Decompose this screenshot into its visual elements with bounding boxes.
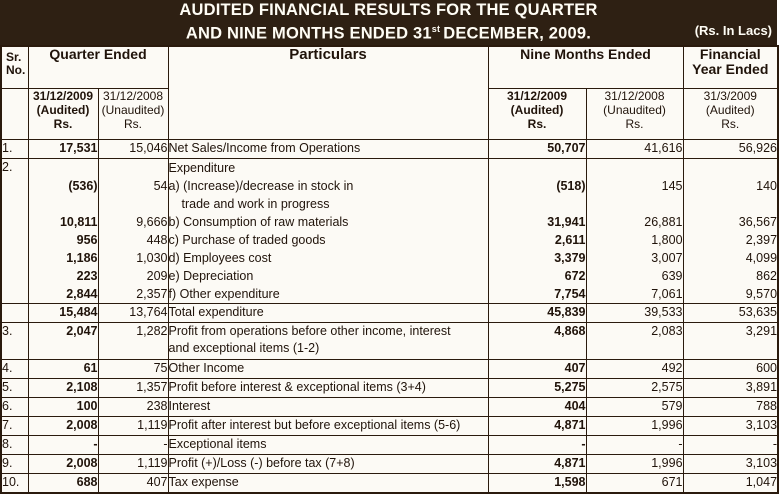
quarter-2008-value: 1,357 xyxy=(98,378,168,397)
particulars-labels: Expenditure a) (Increase)/decrease in stock in trade and work in progress b) Consumption of raw materials c) Purchase of traded goods d) Employees cost e) Depreciation f) Other expenditure xyxy=(168,158,488,303)
nine-months-2008-value: 39,533 xyxy=(586,303,683,322)
quarter-2008-value: 1,119 xyxy=(98,454,168,473)
quarter-2008-value: 407 xyxy=(98,473,168,493)
nine-months-2009-value: 404 xyxy=(488,397,586,416)
nine-months-2008-value: 1,996 xyxy=(586,416,683,435)
quarter-2009-header: 31/12/2009 (Audited) Rs. xyxy=(28,88,98,139)
nine-months-2009-values: (518) 31,941 2,611 3,379 672 7,754 xyxy=(488,158,586,303)
nine-months-2008-header: 31/12/2008 (Unaudited) Rs. xyxy=(586,88,683,139)
nine-months-2008-value: 2,575 xyxy=(586,378,683,397)
table-row-profit-before-interest xyxy=(1,378,778,397)
currency-unit-label: (Rs. In Lacs) xyxy=(694,23,772,38)
nine-months-2009-value: 50,707 xyxy=(488,139,586,158)
quarter-2008-header: 31/12/2008 (Unaudited) Rs. xyxy=(98,88,168,139)
nine-months-2009-value: 4,871 xyxy=(488,454,586,473)
financial-year-value: - xyxy=(683,435,778,454)
table-row-profit-operations xyxy=(1,322,778,359)
nine-months-2009-value: 45,839 xyxy=(488,303,586,322)
particulars-label: Profit before interest & exceptional items (3+4) xyxy=(168,378,488,397)
sr-no: 8. xyxy=(1,435,28,454)
quarter-2009-value: 15,484 xyxy=(28,303,98,322)
quarter-2009-value: 2,008 xyxy=(28,454,98,473)
quarter-2009-value: 688 xyxy=(28,473,98,493)
nine-months-2008-value: 492 xyxy=(586,359,683,378)
particulars-label: Net Sales/Income from Operations xyxy=(168,139,488,158)
sr-no: 6. xyxy=(1,397,28,416)
nine-months-2009-header: 31/12/2009 (Audited) Rs. xyxy=(488,88,586,139)
quarter-2009-value: 2,108 xyxy=(28,378,98,397)
sr-no xyxy=(1,303,28,322)
nine-months-2008-value: 2,083 xyxy=(586,322,683,359)
particulars-label: Profit from operations before other income, interest and exceptional items (1-2) xyxy=(168,322,488,359)
quarter-2009-value: 17,531 xyxy=(28,139,98,158)
nine-months-header: Nine Months Ended xyxy=(488,46,683,88)
table-row-other-income xyxy=(1,359,778,378)
sr-no: 10. xyxy=(1,473,28,493)
particulars-label: Total expenditure xyxy=(168,303,488,322)
quarter-2009-value: - xyxy=(28,435,98,454)
financial-year-header: Financial Year Ended xyxy=(683,46,778,88)
quarter-2008-value: 1,282 xyxy=(98,322,168,359)
nine-months-2009-value: - xyxy=(488,435,586,454)
sr-no: 3. xyxy=(1,322,28,359)
nine-months-2008-value: 1,996 xyxy=(586,454,683,473)
quarter-2009-value: 2,047 xyxy=(28,322,98,359)
quarter-2008-value: 75 xyxy=(98,359,168,378)
nine-months-2008-value: 41,616 xyxy=(586,139,683,158)
table-row-total-expenditure xyxy=(1,303,778,322)
table-row-expenditure-block xyxy=(1,158,778,303)
financial-year-value: 56,926 xyxy=(683,139,778,158)
sr-no: 4. xyxy=(1,359,28,378)
table-row-profit-after-interest xyxy=(1,416,778,435)
nine-months-2008-values: 145 26,881 1,800 3,007 639 7,061 xyxy=(586,158,683,303)
particulars-label: Profit after interest but before exceptional items (5-6) xyxy=(168,416,488,435)
particulars-label: Other Income xyxy=(168,359,488,378)
financial-year-values: 140 36,567 2,397 4,099 862 9,570 xyxy=(683,158,778,303)
quarter-2008-values: 54 9,666 448 1,030 209 2,357 xyxy=(98,158,168,303)
quarter-2008-value: 1,119 xyxy=(98,416,168,435)
table-row-tax-expense xyxy=(1,473,778,493)
financial-year-value: 3,103 xyxy=(683,454,778,473)
quarter-2009-values: (536) 10,811 956 1,186 223 2,844 xyxy=(28,158,98,303)
table-row-net-sales xyxy=(1,139,778,158)
quarter-2008-value: 15,046 xyxy=(98,139,168,158)
nine-months-2008-value: 579 xyxy=(586,397,683,416)
financial-year-value: 1,047 xyxy=(683,473,778,493)
quarter-ended-header: Quarter Ended xyxy=(28,46,168,88)
nine-months-2009-value: 1,598 xyxy=(488,473,586,493)
header-row-groups xyxy=(1,46,778,88)
nine-months-2008-value: 671 xyxy=(586,473,683,493)
particulars-label: Interest xyxy=(168,397,488,416)
table-row-profit-before-tax xyxy=(1,454,778,473)
title-line-1: AUDITED FINANCIAL RESULTS FOR THE QUARTER xyxy=(179,1,598,20)
title-bar xyxy=(0,0,777,45)
title-line-2: AND NINE MONTHS ENDED 31st DECEMBER, 2009. xyxy=(185,24,592,43)
sr-no-header: Sr. No. xyxy=(1,46,28,88)
page-title xyxy=(179,1,597,44)
nine-months-2009-value: 5,275 xyxy=(488,378,586,397)
financial-year-value: 53,635 xyxy=(683,303,778,322)
nine-months-2008-value: - xyxy=(586,435,683,454)
financial-year-value: 600 xyxy=(683,359,778,378)
table-row-interest xyxy=(1,397,778,416)
quarter-2009-value: 2,008 xyxy=(28,416,98,435)
table-row-exceptional-items xyxy=(1,435,778,454)
ordinal-superscript: st xyxy=(431,24,441,35)
quarter-2008-value: 13,764 xyxy=(98,303,168,322)
nine-months-2009-value: 4,871 xyxy=(488,416,586,435)
nine-months-2009-value: 407 xyxy=(488,359,586,378)
particulars-label: Profit (+)/Loss (-) before tax (7+8) xyxy=(168,454,488,473)
quarter-2008-value: 238 xyxy=(98,397,168,416)
particulars-label: Exceptional items xyxy=(168,435,488,454)
financial-year-value: 3,891 xyxy=(683,378,778,397)
financial-results-table xyxy=(0,45,779,494)
sr-no-header-spacer xyxy=(1,88,28,139)
sr-no: 1. xyxy=(1,139,28,158)
nine-months-2009-value: 4,868 xyxy=(488,322,586,359)
sr-no: 9. xyxy=(1,454,28,473)
financial-year-value: 788 xyxy=(683,397,778,416)
financial-year-2009-header: 31/3/2009 (Audited) Rs. xyxy=(683,88,778,139)
financial-year-value: 3,103 xyxy=(683,416,778,435)
sr-no: 7. xyxy=(1,416,28,435)
sr-no: 5. xyxy=(1,378,28,397)
sr-no: 2. xyxy=(1,158,28,303)
quarter-2009-value: 61 xyxy=(28,359,98,378)
financial-year-value: 3,291 xyxy=(683,322,778,359)
quarter-2008-value: - xyxy=(98,435,168,454)
particulars-label: Tax expense xyxy=(168,473,488,493)
quarter-2009-value: 100 xyxy=(28,397,98,416)
particulars-header: Particulars xyxy=(168,46,488,139)
